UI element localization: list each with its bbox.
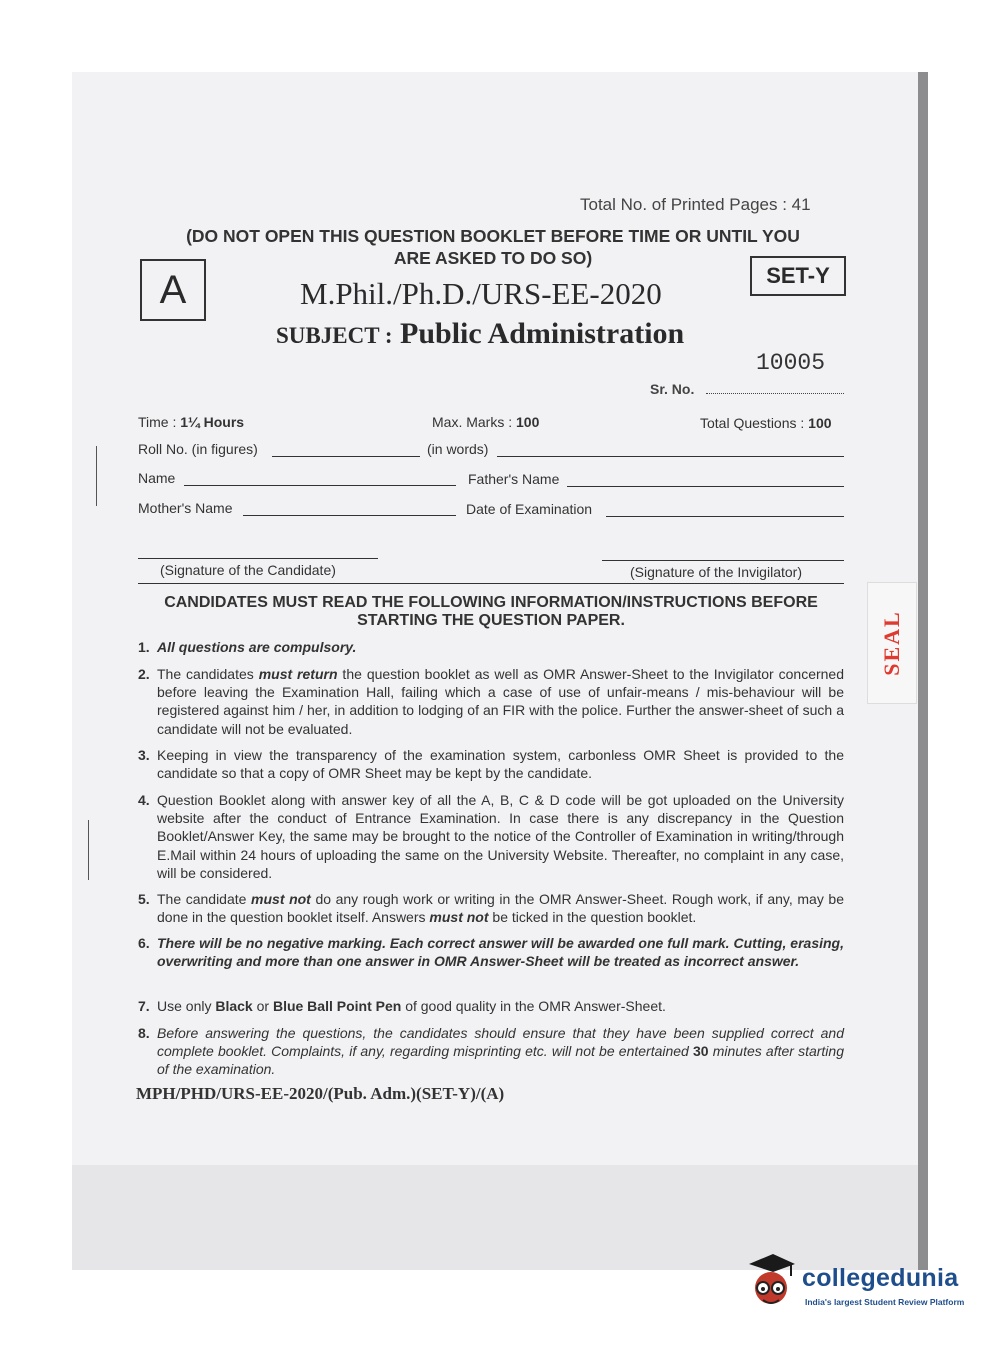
instruction-item: 4. Question Booklet along with answer key of all the A, B, C & D code will be got uploaded on the University website after the conduct of Entrance Examination. In case there is any discrepancy in the Question Booklet/Answer Key, the same may be brought to the notice of the Controller of Examination in writing/through E.Mail within 24 hours of uploading the same on the University Website. Thereafter, no complaint in any case, will be considered.: [138, 792, 844, 881]
candidate-signature-field[interactable]: [138, 558, 378, 559]
set-label: SET-Y: [766, 263, 830, 288]
time-label: Time :: [138, 414, 181, 430]
scan-shadow: [72, 1165, 928, 1270]
max-marks: [432, 414, 539, 430]
margin-mark: [88, 820, 89, 880]
subject-label: SUBJECT :: [276, 323, 393, 348]
invigilator-signature-field[interactable]: [602, 560, 844, 561]
mothers-name-label: Mother's Name: [138, 500, 233, 516]
candidate-signature-label: (Signature of the Candidate): [160, 562, 336, 578]
fathers-name-field[interactable]: [567, 486, 844, 487]
roll-figures-label: Roll No. (in figures): [138, 441, 258, 457]
set-box: [750, 256, 846, 296]
max-marks-value: 100: [516, 414, 540, 430]
student-mascot-icon: [745, 1252, 797, 1314]
printed-pages: Total No. of Printed Pages : 41: [580, 195, 811, 214]
brand-name: collegedunia: [802, 1264, 959, 1292]
instructions-heading-1: CANDIDATES MUST READ THE FOLLOWING INFORMATION/INSTRUCTIONS BEFORE: [164, 594, 818, 611]
total-questions-value: 100: [808, 415, 832, 431]
warning-line-1: (DO NOT OPEN THIS QUESTION BOOKLET BEFORE TIME OR UNTIL YOU: [186, 226, 800, 246]
exam-title: M.Phil./Ph.D./URS-EE-2020: [300, 276, 662, 311]
instructions-heading-2: STARTING THE QUESTION PAPER.: [357, 612, 625, 629]
instruction-item: 7. Use only Black or Blue Ball Point Pen of good quality in the OMR Answer-Sheet.: [138, 998, 666, 1014]
instruction-item: 5. The candidate must not do any rough work or writing in the OMR Answer-Sheet. Rough work, if any, may be done in the question booklet itself. Answers must not be ticked in the question booklet.: [138, 891, 844, 926]
fathers-name-label: Father's Name: [468, 471, 560, 487]
instruction-number: 3.: [138, 747, 150, 763]
instruction-number: 8.: [138, 1025, 150, 1041]
instruction-item: 8. Before answering the questions, the candidates should ensure that they have been supplied correct and complete booklet. Complaints, if any, regarding misprinting etc. will not be entertained 30 minutes after starting of the examination.: [138, 1025, 844, 1078]
warning-line-2: ARE ASKED TO DO SO): [393, 248, 593, 268]
seal-text: SEAL: [879, 610, 904, 676]
time-value: 1¼ Hours: [180, 414, 245, 430]
instruction-number: 2.: [138, 666, 150, 682]
roll-words-label: (in words): [427, 441, 489, 457]
sr-no-label: Sr. No.: [650, 381, 695, 397]
margin-mark: [96, 446, 97, 506]
footer-code: MPH/PHD/URS-EE-2020/(Pub. Adm.)(SET-Y)/(A): [136, 1084, 505, 1103]
name-field[interactable]: [184, 485, 456, 486]
instruction-item: 3. Keeping in view the transparency of the examination system, carbonless OMR Sheet is provided to the candidate so that a copy of OMR Sheet may be kept by the candidate.: [138, 747, 844, 782]
brand-tagline: India's largest Student Review Platform: [805, 1297, 965, 1307]
roll-figures-field[interactable]: [272, 456, 420, 457]
scan-edge: [918, 72, 928, 1270]
name-label: Name: [138, 470, 176, 486]
total-questions-label: Total Questions :: [700, 415, 809, 431]
max-marks-label: Max. Marks :: [432, 414, 517, 430]
instruction-item: 1. All questions are compulsory.: [138, 639, 357, 655]
invigilator-signature-label: (Signature of the Invigilator): [630, 564, 802, 580]
sr-no-field[interactable]: [706, 393, 844, 394]
instruction-number: 1.: [138, 639, 150, 655]
mothers-name-field[interactable]: [243, 515, 456, 516]
instruction-item: 2. The candidates must return the question booklet as well as OMR Answer-Sheet to the Invigilator concerned before leaving the Examination Hall, failing which a case of use of unfair-means / mis-behaviour will be registered against him / her, in addition to lodging of an FIR with the police. Further the answer-sheet of such a candidate will not be evaluated.: [138, 666, 845, 737]
instruction-number: 7.: [138, 998, 150, 1014]
instruction-number: 4.: [138, 792, 150, 808]
booklet-code-box: [140, 259, 206, 321]
date-of-exam-label: Date of Examination: [466, 501, 593, 517]
collegedunia-logo: [745, 1252, 797, 1314]
seal-sticker: [867, 582, 917, 704]
divider: [138, 583, 844, 584]
roll-words-field[interactable]: [497, 456, 844, 457]
time-allowed: [138, 414, 244, 430]
subject-line: [276, 317, 684, 351]
subject-name: Public Administration: [400, 317, 685, 350]
total-questions: [700, 415, 832, 431]
instruction-number: 6.: [138, 935, 150, 951]
serial-number: 10005: [756, 350, 826, 376]
date-of-exam-field[interactable]: [606, 516, 844, 517]
instruction-number: 5.: [138, 891, 150, 907]
instruction-item: 6. There will be no negative marking. Each correct answer will be awarded one full mark. Cutting, erasing, overwriting and more than one answer in OMR Answer-Sheet will be treated as incorrect answer.: [138, 935, 844, 970]
booklet-code: A: [159, 267, 187, 312]
